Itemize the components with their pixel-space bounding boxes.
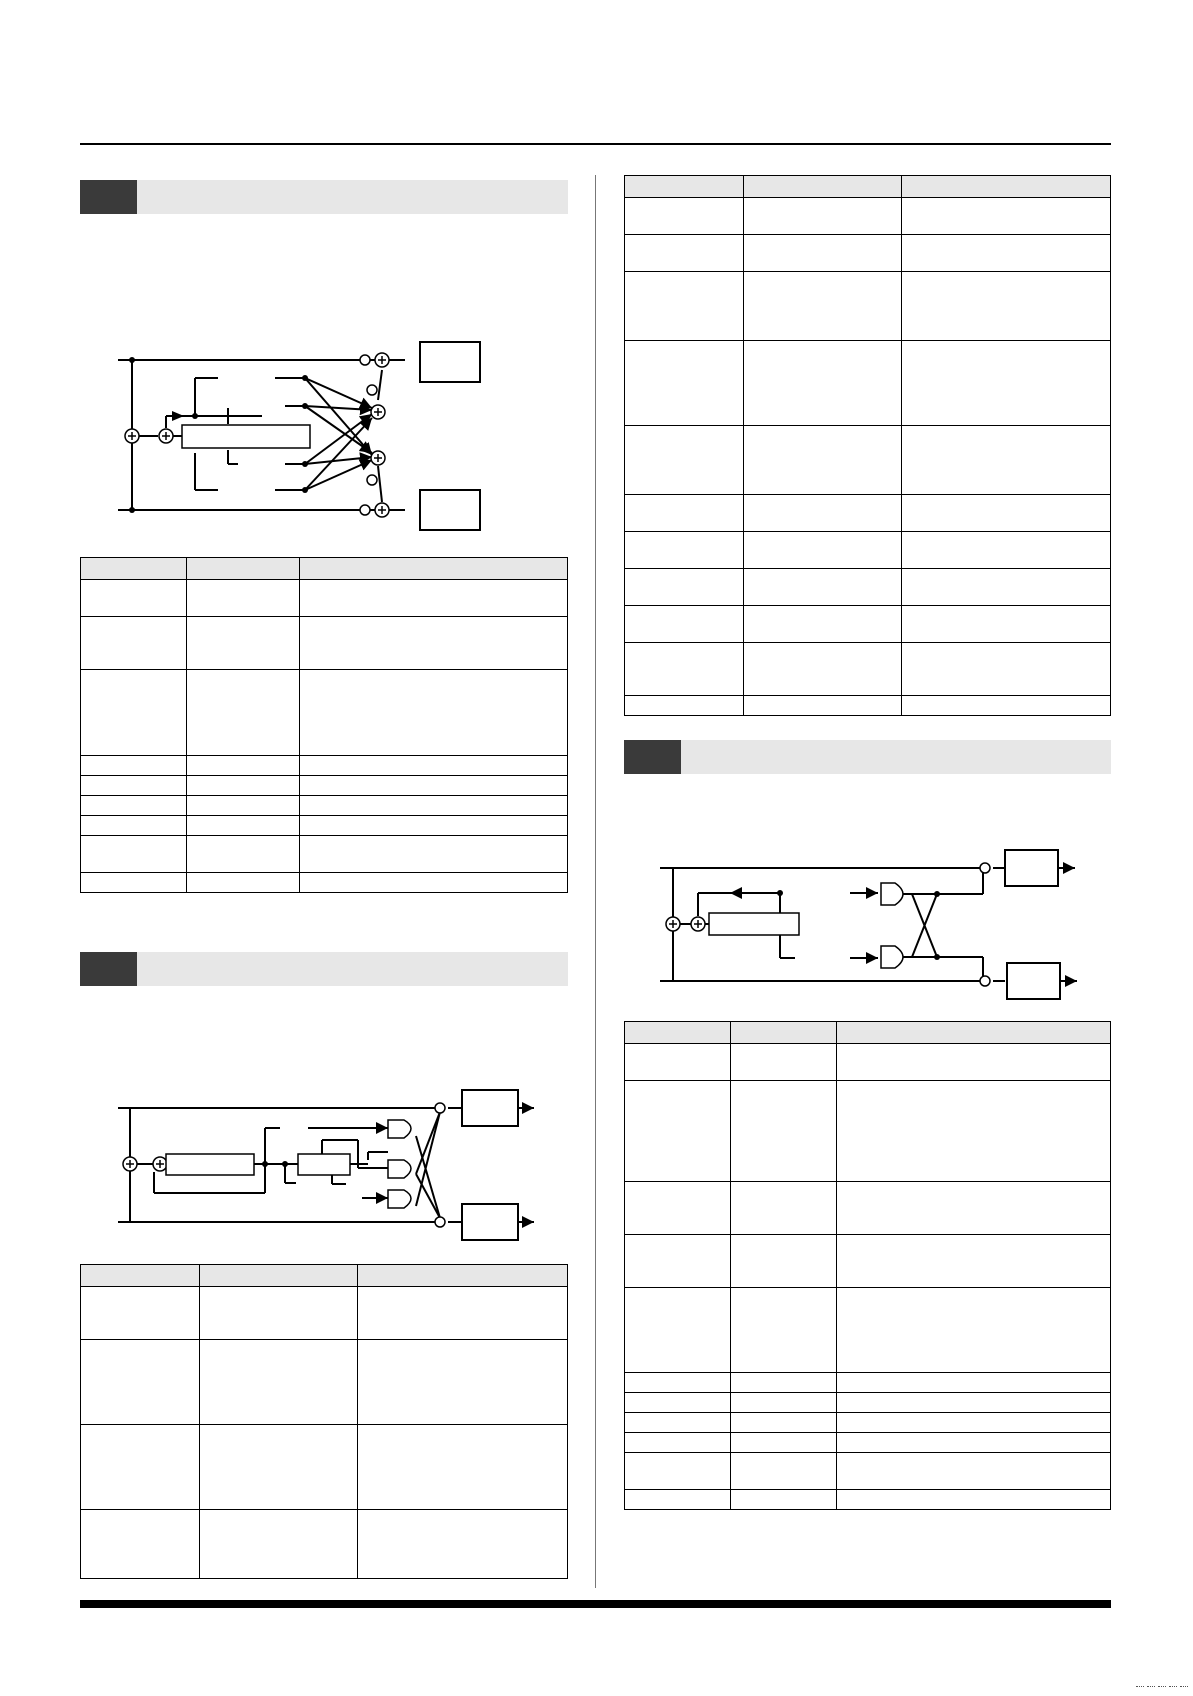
table-cell xyxy=(744,495,902,532)
table-cell xyxy=(300,873,568,893)
table-cell xyxy=(625,1373,731,1393)
table-cell xyxy=(358,1287,568,1340)
table-row xyxy=(625,569,1111,606)
table-row xyxy=(625,1235,1111,1288)
table-cell xyxy=(81,617,187,670)
table-cell xyxy=(837,1373,1111,1393)
table-cell xyxy=(81,756,187,776)
table-cell xyxy=(744,643,902,696)
column-divider xyxy=(595,175,596,1588)
table-row xyxy=(81,580,568,617)
section-1-number-box xyxy=(80,180,137,214)
table-cell xyxy=(837,1433,1111,1453)
table-row xyxy=(625,1490,1111,1510)
table-row xyxy=(625,1182,1111,1235)
table-cell xyxy=(81,873,187,893)
table-cell xyxy=(625,1044,731,1081)
table-cell xyxy=(200,1510,358,1579)
table-header-cell xyxy=(744,176,902,198)
table-row xyxy=(81,756,568,776)
table-cell xyxy=(625,1393,731,1413)
table-cell xyxy=(625,569,744,606)
table-row xyxy=(625,495,1111,532)
table-cell xyxy=(902,426,1111,495)
section-2-banner xyxy=(80,952,568,986)
table-cell xyxy=(837,1288,1111,1373)
table-cell xyxy=(625,532,744,569)
table-cell xyxy=(625,198,744,235)
table-cell xyxy=(300,816,568,836)
table-row xyxy=(81,670,568,756)
table-cell xyxy=(625,235,744,272)
table-cell xyxy=(837,1413,1111,1433)
table-row xyxy=(625,1044,1111,1081)
page-marks xyxy=(1136,1678,1193,1685)
parameter-table-2 xyxy=(80,1264,568,1579)
table-cell xyxy=(81,670,187,756)
table-cell xyxy=(300,776,568,796)
table-cell xyxy=(731,1373,837,1393)
table-cell xyxy=(187,796,300,816)
table-cell xyxy=(81,836,187,873)
table-cell xyxy=(731,1453,837,1490)
footer-rule xyxy=(80,1600,1111,1608)
table-cell xyxy=(731,1413,837,1433)
table-cell xyxy=(300,796,568,816)
table-cell xyxy=(902,495,1111,532)
table-cell xyxy=(625,1182,731,1235)
table-cell xyxy=(625,1453,731,1490)
table-header-cell xyxy=(200,1265,358,1287)
table-cell xyxy=(358,1340,568,1425)
table-cell xyxy=(744,235,902,272)
table-row xyxy=(625,272,1111,341)
table-header-cell xyxy=(358,1265,568,1287)
parameter-table-1 xyxy=(80,557,568,893)
table-cell xyxy=(625,426,744,495)
table-row xyxy=(81,796,568,816)
table-cell xyxy=(625,1490,731,1510)
table-cell xyxy=(837,1235,1111,1288)
table-cell xyxy=(744,272,902,341)
table-cell xyxy=(81,776,187,796)
table-header-cell xyxy=(300,558,568,580)
table-row xyxy=(81,776,568,796)
table-cell xyxy=(744,696,902,716)
table-header-cell xyxy=(837,1022,1111,1044)
table-cell xyxy=(81,1425,200,1510)
table-cell xyxy=(81,1510,200,1579)
table-cell xyxy=(187,836,300,873)
table-row xyxy=(625,341,1111,426)
table-cell xyxy=(200,1340,358,1425)
table-header-cell xyxy=(625,1022,731,1044)
diagram-1 xyxy=(110,338,520,538)
table-cell xyxy=(902,696,1111,716)
table-cell xyxy=(902,235,1111,272)
table-cell xyxy=(731,1288,837,1373)
table-cell xyxy=(81,580,187,617)
table-row xyxy=(625,1453,1111,1490)
table-cell xyxy=(837,1393,1111,1413)
table-row xyxy=(625,1393,1111,1413)
table-row xyxy=(625,426,1111,495)
table-row xyxy=(625,643,1111,696)
section-3-number-box xyxy=(624,740,681,774)
table-cell xyxy=(300,756,568,776)
table-cell xyxy=(731,1044,837,1081)
table-cell xyxy=(837,1182,1111,1235)
table-cell xyxy=(625,1235,731,1288)
table-cell xyxy=(625,606,744,643)
table-cell xyxy=(81,816,187,836)
table-cell xyxy=(300,670,568,756)
table-cell xyxy=(625,1288,731,1373)
table-cell xyxy=(902,532,1111,569)
table-cell xyxy=(625,495,744,532)
table-cell xyxy=(744,569,902,606)
table-row xyxy=(625,532,1111,569)
table-row xyxy=(81,1287,568,1340)
table-cell xyxy=(902,198,1111,235)
table-cell xyxy=(625,1433,731,1453)
table-cell xyxy=(625,1081,731,1182)
table-cell xyxy=(731,1433,837,1453)
table-cell xyxy=(744,606,902,643)
table-cell xyxy=(187,756,300,776)
table-header-cell xyxy=(731,1022,837,1044)
table-row xyxy=(625,1288,1111,1373)
section-1-banner xyxy=(80,180,568,214)
table-cell xyxy=(731,1081,837,1182)
table-cell xyxy=(731,1490,837,1510)
table-cell xyxy=(902,272,1111,341)
table-cell xyxy=(902,643,1111,696)
table-cell xyxy=(837,1081,1111,1182)
table-cell xyxy=(200,1425,358,1510)
table-cell xyxy=(837,1490,1111,1510)
parameter-table-3 xyxy=(624,175,1111,716)
table-row xyxy=(81,873,568,893)
table-cell xyxy=(625,341,744,426)
parameter-table-4 xyxy=(624,1021,1111,1510)
table-cell xyxy=(81,796,187,816)
table-cell xyxy=(625,696,744,716)
table-header-cell xyxy=(187,558,300,580)
table-row xyxy=(625,1433,1111,1453)
table-cell xyxy=(837,1453,1111,1490)
table-row xyxy=(625,198,1111,235)
table-row xyxy=(81,1510,568,1579)
table-cell xyxy=(358,1510,568,1579)
table-row xyxy=(625,1413,1111,1433)
table-row xyxy=(81,1425,568,1510)
table-cell xyxy=(625,643,744,696)
table-cell xyxy=(81,1340,200,1425)
diagram-2 xyxy=(110,1080,540,1245)
table-cell xyxy=(300,836,568,873)
table-row xyxy=(625,235,1111,272)
table-cell xyxy=(837,1044,1111,1081)
table-header-cell xyxy=(81,1265,200,1287)
table-cell xyxy=(187,816,300,836)
header-rule xyxy=(80,143,1111,145)
table-cell xyxy=(731,1182,837,1235)
table-cell xyxy=(731,1235,837,1288)
table-cell xyxy=(187,670,300,756)
table-row xyxy=(625,606,1111,643)
table-cell xyxy=(902,569,1111,606)
table-header-cell xyxy=(81,558,187,580)
table-header-cell xyxy=(902,176,1111,198)
table-row xyxy=(81,836,568,873)
section-2-number-box xyxy=(80,952,137,986)
table-cell xyxy=(625,272,744,341)
table-row xyxy=(625,1373,1111,1393)
table-cell xyxy=(744,532,902,569)
table-cell xyxy=(625,1413,731,1433)
table-header-cell xyxy=(625,176,744,198)
section-3-banner xyxy=(624,740,1111,774)
table-cell xyxy=(81,1287,200,1340)
diagram-3 xyxy=(655,848,1095,1008)
table-cell xyxy=(744,426,902,495)
table-cell xyxy=(358,1425,568,1510)
table-cell xyxy=(902,341,1111,426)
table-cell xyxy=(200,1287,358,1340)
table-cell xyxy=(187,776,300,796)
table-row xyxy=(81,1340,568,1425)
table-cell xyxy=(300,617,568,670)
table-row xyxy=(625,696,1111,716)
table-cell xyxy=(187,617,300,670)
table-cell xyxy=(300,580,568,617)
table-row xyxy=(81,816,568,836)
table-cell xyxy=(187,873,300,893)
table-cell xyxy=(187,580,300,617)
table-cell xyxy=(731,1393,837,1413)
table-cell xyxy=(744,341,902,426)
table-row xyxy=(625,1081,1111,1182)
table-cell xyxy=(744,198,902,235)
table-cell xyxy=(902,606,1111,643)
table-row xyxy=(81,617,568,670)
